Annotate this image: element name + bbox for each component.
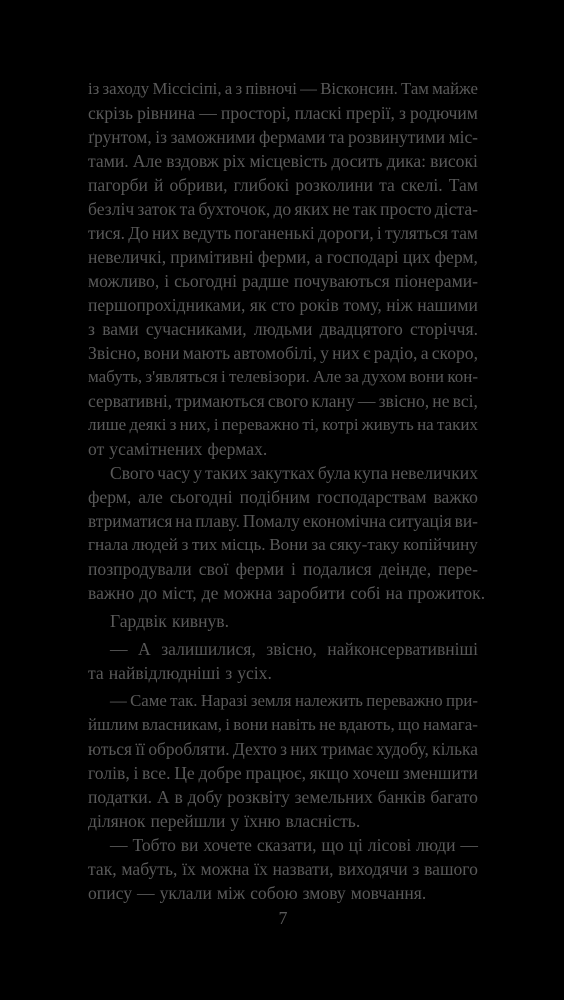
word: з bbox=[169, 415, 177, 434]
word: туляться bbox=[384, 223, 449, 243]
word: найконсервативніші bbox=[327, 639, 478, 659]
word: податки. bbox=[88, 787, 153, 807]
word: найвідлюдніші bbox=[108, 663, 221, 683]
word: з bbox=[181, 535, 189, 554]
word: А bbox=[138, 639, 151, 659]
word: ґрунтом, bbox=[88, 127, 152, 147]
word: деінде, bbox=[378, 559, 432, 579]
word: перейшли bbox=[150, 811, 226, 831]
word: виходячи bbox=[338, 859, 408, 879]
word: живуть bbox=[361, 415, 414, 434]
word: ділянок bbox=[88, 811, 146, 831]
word: майже bbox=[432, 79, 478, 98]
word: вздовж bbox=[166, 151, 219, 171]
word: назвати, bbox=[272, 859, 334, 879]
text-line bbox=[88, 390, 478, 412]
word: добу bbox=[187, 787, 223, 807]
word: багато bbox=[430, 787, 478, 807]
word: ються bbox=[88, 739, 133, 759]
word: Тобто bbox=[132, 835, 176, 855]
word: добре bbox=[198, 763, 242, 783]
word: ферм, bbox=[434, 247, 478, 267]
word: — bbox=[110, 835, 128, 855]
word: першопрохідниками, bbox=[88, 295, 246, 315]
word: високі bbox=[430, 151, 478, 171]
text-line bbox=[88, 414, 478, 436]
word: можна bbox=[223, 583, 273, 603]
word: людей bbox=[131, 535, 178, 554]
text-line bbox=[88, 882, 478, 904]
word: подалися bbox=[303, 559, 372, 579]
text-line bbox=[88, 78, 478, 100]
word: — bbox=[137, 883, 155, 903]
word: — bbox=[357, 391, 376, 411]
word: за bbox=[311, 535, 326, 554]
word: них bbox=[332, 343, 360, 363]
word: худобу, bbox=[376, 739, 429, 759]
word: Гардвік bbox=[110, 611, 167, 631]
text-line bbox=[110, 690, 478, 712]
word: до bbox=[139, 583, 158, 603]
word: і bbox=[133, 763, 139, 783]
word: Але bbox=[132, 151, 163, 171]
word: нашими bbox=[417, 295, 478, 315]
word: Міссісіпі, bbox=[152, 79, 222, 98]
word: ви bbox=[180, 835, 199, 855]
word: їх bbox=[182, 859, 196, 879]
text-line bbox=[88, 486, 478, 508]
word: із bbox=[155, 127, 167, 147]
word: заробити bbox=[277, 583, 346, 603]
word: мовчання. bbox=[350, 883, 427, 903]
word: дика: bbox=[386, 151, 427, 171]
text-line bbox=[88, 582, 486, 604]
word: сьогодні bbox=[174, 271, 238, 291]
word: працює, bbox=[245, 763, 306, 783]
word: людьми bbox=[253, 319, 313, 339]
word: ви- bbox=[454, 511, 478, 531]
word: тих bbox=[192, 535, 218, 554]
word: і bbox=[376, 223, 382, 243]
word: до bbox=[273, 199, 292, 219]
word: заходу bbox=[102, 79, 150, 98]
word: глибокі bbox=[233, 175, 290, 195]
word: рівнина bbox=[137, 103, 196, 123]
word: у bbox=[320, 343, 329, 363]
word: прерії, bbox=[345, 103, 395, 123]
word: змову bbox=[302, 883, 346, 903]
word: на bbox=[417, 415, 434, 434]
word: таких bbox=[436, 415, 478, 434]
word: них bbox=[151, 223, 180, 243]
word: скелі. bbox=[400, 175, 443, 195]
word: все. bbox=[142, 763, 171, 783]
word: розквіту bbox=[227, 787, 290, 807]
word: та bbox=[88, 663, 104, 683]
word: ті, bbox=[302, 415, 319, 434]
word: А bbox=[156, 787, 170, 807]
word: тримаються bbox=[175, 391, 265, 411]
word: лісові bbox=[367, 835, 412, 855]
word: і bbox=[164, 271, 170, 291]
word: Свого bbox=[110, 463, 155, 483]
word: як bbox=[249, 295, 267, 315]
word: Дехто bbox=[232, 739, 277, 759]
word: на bbox=[385, 583, 403, 603]
word: свої bbox=[198, 559, 229, 579]
text-line bbox=[88, 222, 478, 244]
word: й bbox=[154, 175, 164, 195]
word: банків bbox=[377, 787, 426, 807]
word: родючим bbox=[410, 103, 478, 123]
word: за bbox=[344, 367, 359, 386]
word: ріх bbox=[222, 151, 246, 171]
word: йшлим bbox=[88, 715, 139, 734]
word: — bbox=[110, 639, 128, 659]
word: якщо bbox=[309, 763, 349, 783]
word: навіть bbox=[271, 715, 316, 734]
word: з bbox=[412, 859, 420, 879]
word: з'являться bbox=[145, 367, 218, 386]
word: просторі, bbox=[220, 103, 291, 123]
text-line bbox=[88, 150, 478, 172]
word: розколини bbox=[295, 175, 374, 195]
word: них, bbox=[179, 415, 211, 434]
word: деякі bbox=[129, 415, 167, 434]
word: пласкі bbox=[294, 103, 342, 123]
word: Вісконсин. bbox=[320, 79, 398, 98]
word: Там bbox=[401, 79, 429, 98]
word: тримає bbox=[320, 739, 373, 759]
word: господарствам bbox=[316, 487, 427, 507]
text-line bbox=[88, 294, 478, 316]
word: котрі bbox=[322, 415, 359, 434]
word: місцевість bbox=[249, 151, 328, 171]
word: не bbox=[332, 199, 350, 219]
word: та bbox=[328, 127, 345, 147]
word: пере- bbox=[438, 559, 478, 579]
word: люди bbox=[416, 835, 456, 855]
word: і bbox=[225, 715, 230, 734]
text-line bbox=[88, 438, 478, 460]
word: позпродували bbox=[88, 559, 192, 579]
word: півночі bbox=[245, 79, 297, 98]
word: — bbox=[199, 103, 217, 123]
word: економічна bbox=[302, 511, 387, 531]
word: Звісно, bbox=[88, 343, 141, 363]
word: місць. bbox=[220, 535, 266, 554]
word: що bbox=[321, 835, 344, 855]
word: опису bbox=[88, 883, 133, 903]
word: розвинутими bbox=[348, 127, 446, 147]
word: подібним bbox=[239, 487, 311, 507]
word: їхню bbox=[244, 811, 281, 831]
word: ніж bbox=[386, 295, 413, 315]
text-line bbox=[88, 318, 478, 340]
word: і bbox=[291, 559, 296, 579]
text-line bbox=[88, 102, 478, 124]
word: хочете bbox=[203, 835, 252, 855]
word: господарі bbox=[326, 247, 399, 267]
word: ситуація bbox=[388, 511, 452, 531]
text-line bbox=[88, 198, 478, 220]
word: копійчину bbox=[403, 535, 478, 554]
word: заможними bbox=[170, 127, 256, 147]
text-line bbox=[88, 662, 478, 684]
word: з bbox=[88, 319, 95, 339]
word: із bbox=[88, 79, 100, 98]
word: сяку-таку bbox=[329, 535, 400, 554]
word: кон- bbox=[447, 367, 478, 386]
word: лише bbox=[88, 415, 127, 434]
word: собою bbox=[250, 883, 298, 903]
word: а bbox=[420, 343, 429, 363]
word: не bbox=[319, 715, 336, 734]
word: мають bbox=[182, 343, 231, 363]
word: сторіччя. bbox=[410, 319, 478, 339]
word: вони bbox=[143, 343, 180, 363]
text-line bbox=[88, 534, 478, 556]
word: є bbox=[363, 343, 371, 363]
text-line bbox=[88, 762, 478, 784]
word: пагорби bbox=[88, 175, 148, 195]
word: автомобілі, bbox=[233, 343, 317, 363]
word: міст, bbox=[162, 583, 197, 603]
word: бухточок, bbox=[198, 199, 271, 219]
word: важко bbox=[433, 487, 478, 507]
word: ведуть bbox=[182, 223, 232, 243]
word: ферми, bbox=[257, 247, 311, 267]
text-line bbox=[88, 270, 478, 292]
word: Вони bbox=[269, 535, 308, 554]
word: Але bbox=[313, 367, 342, 386]
word: у bbox=[230, 811, 240, 831]
text-line bbox=[110, 610, 478, 632]
word: була bbox=[317, 463, 351, 483]
word: фермах. bbox=[207, 439, 268, 459]
word: купа bbox=[353, 463, 388, 483]
word: вами bbox=[102, 319, 139, 339]
word: так, bbox=[88, 859, 117, 879]
word: між bbox=[216, 883, 246, 903]
text-line bbox=[88, 738, 478, 760]
word: почуваються bbox=[293, 271, 390, 291]
word: на bbox=[175, 511, 193, 531]
word: сервативні, bbox=[88, 391, 173, 411]
word: а bbox=[224, 79, 233, 98]
word: залишилися, bbox=[161, 639, 256, 659]
word: так bbox=[352, 199, 377, 219]
word: безліч bbox=[88, 199, 135, 219]
word: втриматися bbox=[88, 511, 173, 531]
word: Саме bbox=[130, 691, 167, 710]
text-line bbox=[88, 858, 478, 880]
word: фермами bbox=[258, 127, 326, 147]
word: власність. bbox=[285, 811, 361, 831]
word: заток bbox=[137, 199, 177, 219]
word: де bbox=[201, 583, 219, 603]
word: поганенькі bbox=[234, 223, 315, 243]
word: часу bbox=[157, 463, 191, 483]
word: них bbox=[290, 739, 318, 759]
word: і bbox=[213, 415, 219, 434]
word: зменшити bbox=[402, 763, 478, 783]
word: з bbox=[225, 663, 233, 683]
word: кілька bbox=[432, 739, 478, 759]
word: радше bbox=[241, 271, 289, 291]
word: Це bbox=[174, 763, 195, 783]
word: в bbox=[174, 787, 183, 807]
text-line bbox=[88, 810, 478, 832]
word: так. bbox=[170, 691, 198, 710]
text-line bbox=[88, 126, 478, 148]
word: плаву. bbox=[195, 511, 240, 531]
word: уклали bbox=[159, 883, 212, 903]
word: ферми bbox=[235, 559, 284, 579]
word: переважно bbox=[366, 691, 443, 710]
text-line bbox=[88, 714, 478, 736]
word: дороги, bbox=[317, 223, 374, 243]
text-line bbox=[110, 638, 478, 660]
word: тами. bbox=[88, 151, 129, 171]
word: обриви, bbox=[169, 175, 228, 195]
word: тому, bbox=[343, 295, 382, 315]
word: собі bbox=[350, 583, 381, 603]
word: яких bbox=[294, 199, 330, 219]
word: сучасниками, bbox=[145, 319, 247, 339]
word: обробляти. bbox=[148, 739, 230, 759]
word: у bbox=[193, 463, 203, 483]
word: а bbox=[314, 247, 323, 267]
word: скоро, bbox=[431, 343, 478, 363]
word: але bbox=[138, 487, 163, 507]
word: сказати, bbox=[256, 835, 317, 855]
word: закутках bbox=[250, 463, 315, 483]
word: свого bbox=[267, 391, 309, 411]
word: примітивні bbox=[170, 247, 254, 267]
text-line bbox=[88, 174, 478, 196]
word: звісно, bbox=[378, 391, 430, 411]
word: — bbox=[110, 691, 127, 710]
word: — bbox=[300, 79, 317, 98]
word: усамітнених bbox=[109, 439, 203, 459]
word: років bbox=[299, 295, 339, 315]
word: Там bbox=[448, 175, 478, 195]
word: ферм, bbox=[88, 487, 132, 507]
word: цих bbox=[402, 247, 431, 267]
text-line bbox=[88, 342, 478, 364]
text-line bbox=[110, 834, 478, 856]
word: не bbox=[432, 391, 450, 411]
word: — bbox=[460, 835, 478, 855]
word: можливо, bbox=[88, 271, 160, 291]
word: намага- bbox=[422, 715, 478, 734]
word: всі, bbox=[452, 391, 478, 411]
word: невеличкі, bbox=[88, 247, 167, 267]
word: от bbox=[88, 439, 105, 459]
text-line bbox=[88, 558, 478, 580]
text-line bbox=[88, 366, 478, 388]
text-line bbox=[88, 246, 478, 268]
word: мабуть, bbox=[121, 859, 178, 879]
text-line bbox=[88, 786, 478, 808]
word: досить bbox=[331, 151, 383, 171]
word: належить bbox=[294, 691, 363, 710]
word: прожиток. bbox=[407, 583, 486, 603]
page-number: 7 bbox=[278, 908, 288, 928]
word: хочеш bbox=[352, 763, 400, 783]
word: Помалу bbox=[242, 511, 300, 531]
word: таких bbox=[204, 463, 248, 483]
word: двадцятого bbox=[319, 319, 403, 339]
word: важно bbox=[88, 583, 135, 603]
word: при- bbox=[446, 691, 478, 710]
word: кивнув. bbox=[171, 611, 230, 631]
word: земельних bbox=[294, 787, 373, 807]
word: вони bbox=[409, 367, 445, 386]
text-line bbox=[110, 462, 478, 484]
word: радіо, bbox=[373, 343, 418, 363]
word: мабуть, bbox=[88, 367, 143, 386]
word: голів, bbox=[88, 763, 130, 783]
word: та bbox=[379, 175, 395, 195]
word: звісно, bbox=[266, 639, 317, 659]
word: діста- bbox=[434, 199, 478, 219]
word: вони bbox=[233, 715, 268, 734]
word: що bbox=[398, 715, 420, 734]
word: вашого bbox=[424, 859, 478, 879]
word: ці bbox=[348, 835, 363, 855]
word: клану bbox=[311, 391, 355, 411]
book-page bbox=[88, 0, 486, 1000]
word: невеличких bbox=[390, 463, 478, 483]
word: міс- bbox=[448, 127, 478, 147]
word: земля bbox=[250, 691, 292, 710]
word: та bbox=[179, 199, 196, 219]
word: піонерами- bbox=[394, 271, 478, 291]
word: усіх. bbox=[237, 663, 272, 683]
word: гнала bbox=[88, 535, 129, 554]
word: духом bbox=[362, 367, 407, 386]
word: просто bbox=[380, 199, 432, 219]
word: переважно bbox=[221, 415, 300, 434]
word: До bbox=[128, 223, 149, 243]
word: там bbox=[451, 223, 478, 243]
word: Наразі bbox=[200, 691, 248, 710]
word: сьогодні bbox=[169, 487, 233, 507]
text-line bbox=[88, 510, 478, 532]
word: з bbox=[398, 103, 406, 123]
word: і bbox=[220, 367, 226, 386]
word: з bbox=[280, 739, 287, 759]
word: телевізори. bbox=[229, 367, 310, 386]
word: її bbox=[135, 739, 145, 759]
word: сто bbox=[271, 295, 296, 315]
word: можна bbox=[200, 859, 250, 879]
word: скрізь bbox=[88, 103, 134, 123]
word: їх bbox=[254, 859, 268, 879]
word: вдають, bbox=[339, 715, 395, 734]
word: тися. bbox=[88, 223, 125, 243]
word: власникам, bbox=[141, 715, 222, 734]
word: з bbox=[235, 79, 243, 98]
